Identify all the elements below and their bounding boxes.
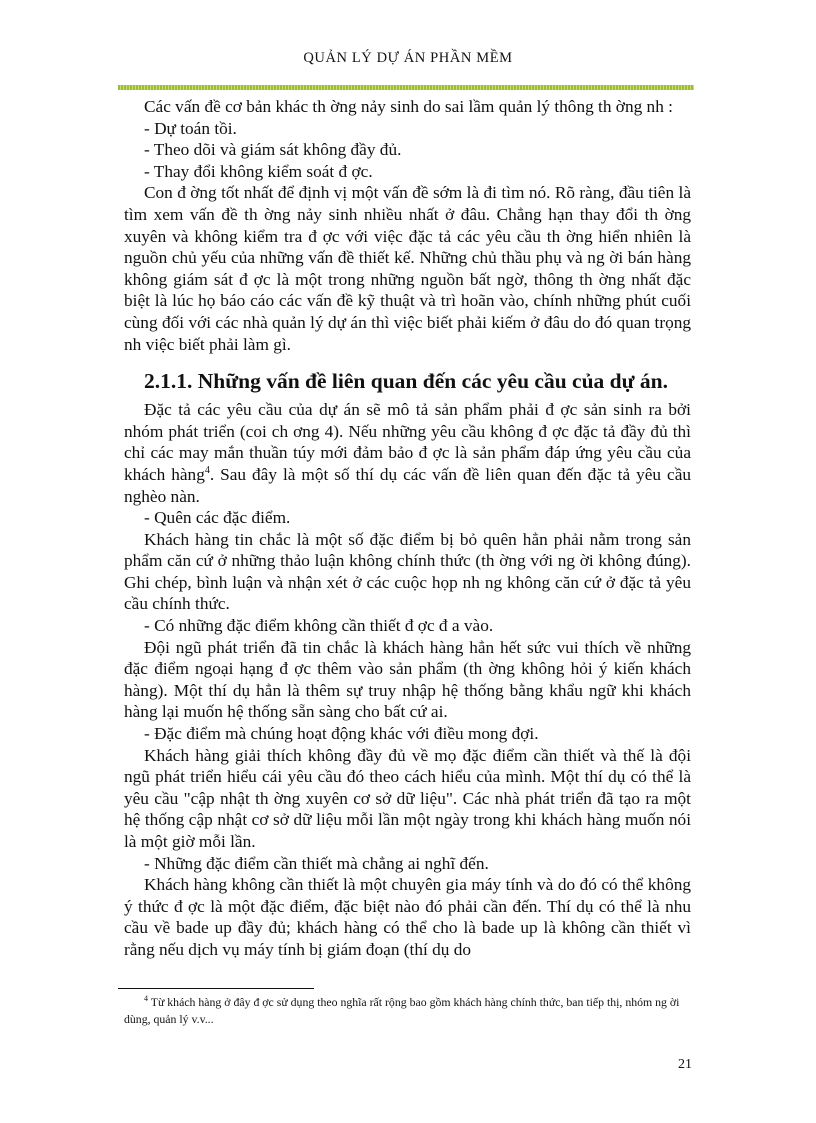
section-heading: 2.1.1. Những vấn đề liên quan đến các yêu cầu của dự án. — [144, 369, 668, 394]
paragraph-text-continued: . Sau đây là một số thí dụ các vấn đề liên quan đến đặc tả yêu cầu nghèo nàn. — [124, 464, 691, 506]
intro-paragraph-2: Con đ ờng tốt nhất để định vị một vấn đề sớm là đi tìm nó. Rõ ràng, đầu tiên là tìm xem vấn đề th ờng nảy sinh nhiều nhất ở đâu. Chẳng hạn thay đổi th ờng xuyên và không kiểm tra đ ợc với việc đặc tả các yêu cầu th ờng hiển nhiên là nguồn chủ yếu của những vấn đề thiết kế. Những chủ thầu phụ và ng ời bán hàng không giám sát đ ợc là một trong những nguồn bất ngờ, thông th ờng nhất đặc biệt là lúc họ báo cáo các vấn đề kỹ thuật và trì hoãn vào, chính những phút cuối cùng đối với các nhà quản lý dự án thì việc biết phải kiếm ở đâu do đó quan trọng nh việc biết phải làm gì. — [124, 183, 691, 354]
list-item: - Dự toán tồi. — [144, 118, 237, 138]
section-paragraph-5: Khách hàng không cần thiết là một chuyên gia máy tính và do đó có thể không ý thức đ ợc là một đặc điểm, đặc biệt nào đó phải cần đến. Thí dụ có thể là nhu cầu về bade up đầy đủ; khách hàng có thể cho là bade up là không cần thiết vì rằng nếu dịch vụ máy tính bị giám đoạn (thí dụ do — [124, 875, 691, 959]
paragraph-text: Đặc tả các yêu cầu của dự án sẽ mô tả sản phẩm phải đ ợc sản sinh ra bởi nhóm phát triển (coi ch ơng 4). Nếu những yêu cầu không đ ợc đặc tả đầy đủ thì chỉ các may mắn thuần túy mới đảm bảo đ ợc là sản phẩm đáp ứng yêu cầu của khách hàng — [124, 400, 691, 484]
bullet-unthought-features: - Những đặc điểm cần thiết mà chẳng ai nghĩ đến. — [144, 853, 489, 873]
footnote — [124, 994, 694, 1028]
list-item: - Thay đổi không kiểm soát đ ợc. — [144, 161, 373, 181]
page-body — [124, 96, 691, 961]
intro-paragraph: Các vấn đề cơ bản khác th ờng nảy sinh do sai lầm quản lý thông th ờng nh : — [144, 97, 673, 116]
section-paragraph-2: Khách hàng tin chắc là một số đặc điểm bị bỏ quên hẳn phải nằm trong sản phẩm căn cứ ở những thảo luận không chính thức (th ờng với ng ời không đúng). Ghi chép, bình luận và nhận xét ở các cuộc họp nh ng không căn cứ ở đặc tả yêu cầu chính thức. — [124, 529, 691, 614]
running-header: QUẢN LÝ DỰ ÁN PHẦN MỀM — [303, 50, 513, 66]
bullet-unneeded-features: - Có những đặc điểm không cần thiết đ ợc đ a vào. — [144, 616, 494, 636]
footnote-reference: 4 — [204, 465, 210, 477]
footnote-text: Từ khách hàng ở đây đ ợc sử dụng theo nghĩa rất rộng bao gồm khách hàng chính thức, ban tiếp thị, nhóm ng ời dùng, quản lý v.v... — [124, 995, 680, 1026]
header-rule — [118, 85, 694, 90]
section-paragraph-3: Đội ngũ phát triển đã tin chắc là khách hàng hẳn hết sức vui thích về những đặc điểm ngoại hạng đ ợc thêm vào sản phẩm (th ờng không hỏi ý kiến khách hàng). Một thí dụ hẳn là thêm sự truy nhập hệ thống bằng khẩu ngữ khi khách hàng lại muốn hệ thống sẵn sàng cho bất cứ ai. — [124, 637, 691, 722]
bullet-forgotten-features: - Quên các đặc điểm. — [144, 508, 291, 528]
list-item: - Theo dõi và giám sát không đầy đủ. — [144, 140, 402, 160]
page-number: 21 — [678, 1057, 692, 1072]
footnote-mark: 4 — [144, 994, 148, 1004]
section-paragraph-4: Khách hàng giải thích không đầy đủ về mọ đặc điểm cần thiết và thế là đội ngũ phát triển hiểu cái yêu cầu đó theo cách hiểu của mình. Một thí dụ có thể là yêu cầu "cập nhật th ờng xuyên cơ sở dữ liệu". Các nhà phát triển đã tạo ra một hệ thống cập nhật cơ sở dữ liệu mỗi lần một ngày trong khi khách hàng muốn nói là một giờ mỗi lần. — [124, 745, 691, 851]
footnote-separator — [118, 988, 314, 989]
bullet-unexpected-behavior: - Đặc điểm mà chúng hoạt động khác với điều mong đợi. — [144, 724, 539, 744]
section-paragraph-1 — [124, 399, 691, 507]
